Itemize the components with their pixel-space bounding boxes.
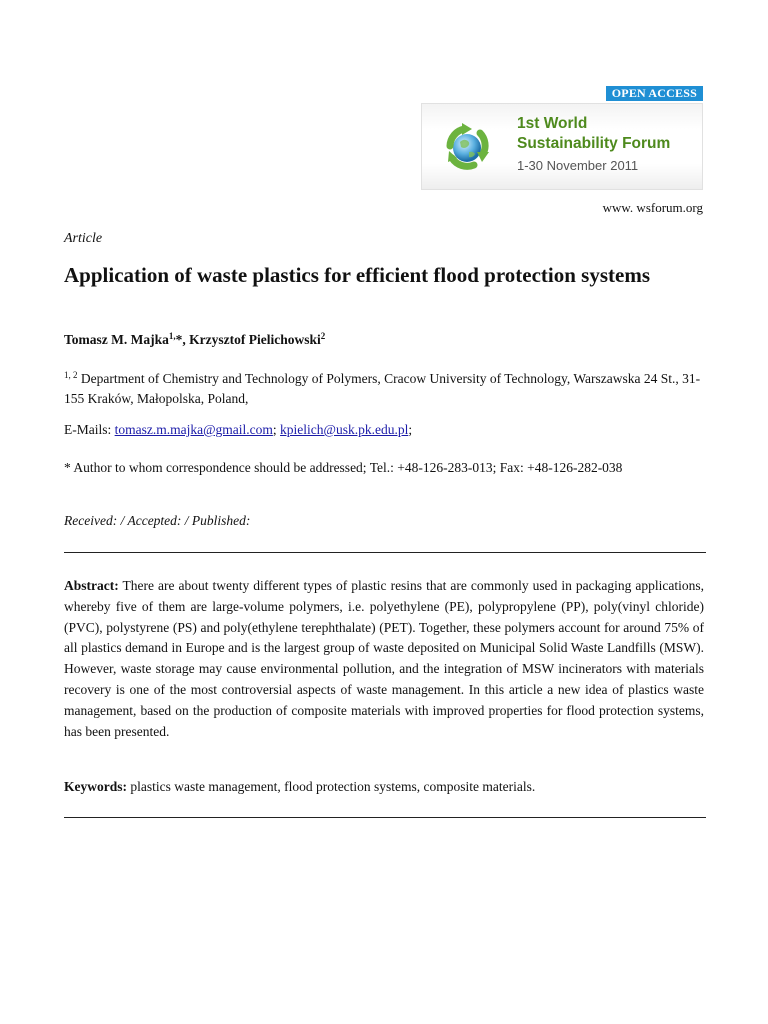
email-end: ; [408,422,413,437]
abstract [64,576,704,742]
email-link[interactable]: tomasz.m.majka@gmail.com [114,422,273,437]
author-affiliation-mark: 1, [168,331,176,341]
abstract-text: There are about twenty different types of plastic resins that are commonly used in packaging applications, whereby five of them are large-volume polymers, i.e. polyethylene (PE), polypropylene (PP), poly(vinyl chloride) (PVC), polystyrene (PS) and poly(ethylene terephthalate) (PET). Together, these polymers account for around 75% of all plastics demand in Europe and is the largest group of waste deposited on Municipal Solid Waste Landfills (MSW). However, waste storage may cause environmental pollution, and the integration of MSW incinerators with materials recovery is one of the most controversial aspects of waste management. In this article a new idea of plastics waste management, based on the production of composite materials with improved properties for flood protection systems, has been presented. [64,578,704,739]
email-label: E-Mails: [64,422,115,437]
email-separator: ; [272,422,281,437]
author-name: Tomasz M. Majka [64,332,169,347]
banner-title-line2: Sustainability Forum [517,135,671,152]
author-separator: , [182,332,190,347]
divider [64,552,706,553]
keywords [64,777,704,797]
author-affiliation-mark: 2 [320,331,326,341]
paper-title: Application of waste plastics for efficient flood protection systems [64,263,650,287]
correspondence-note: * Author to whom correspondence should be addressed; Tel.: +48-126-283-013; Fax: +48-126-282-038 [64,460,623,475]
keywords-text: plastics waste management, flood protection systems, composite materials. [127,779,536,794]
author-name: Krzysztof Pielichowski [189,332,321,347]
keywords-label: Keywords: [64,779,127,794]
corresponding-author-mark: * [175,332,183,347]
affiliation-mark: 1, 2 [64,370,78,380]
publication-dates: Received: / Accepted: / Published: [64,513,251,528]
affiliation [64,365,704,409]
open-access-badge: OPEN ACCESS [606,86,703,101]
email-line [64,422,412,438]
email-link[interactable]: kpielich@usk.pk.edu.pl [280,422,409,437]
banner-dates: 1-30 November 2011 [517,158,639,173]
author-line [64,331,325,348]
divider [64,817,706,818]
recycling-globe-icon [436,116,498,178]
site-url: www. wsforum.org [602,200,703,215]
abstract-label: Abstract: [64,578,119,593]
affiliation-text: Department of Chemistry and Technology of Polymers, Cracow University of Technology, Warszawska 24 St., 31-155 Kraków, Małopolska, Poland, [64,371,701,406]
banner-title-line1: 1st World [517,115,588,132]
article-type-label: Article [64,231,103,246]
conference-banner [421,103,703,190]
